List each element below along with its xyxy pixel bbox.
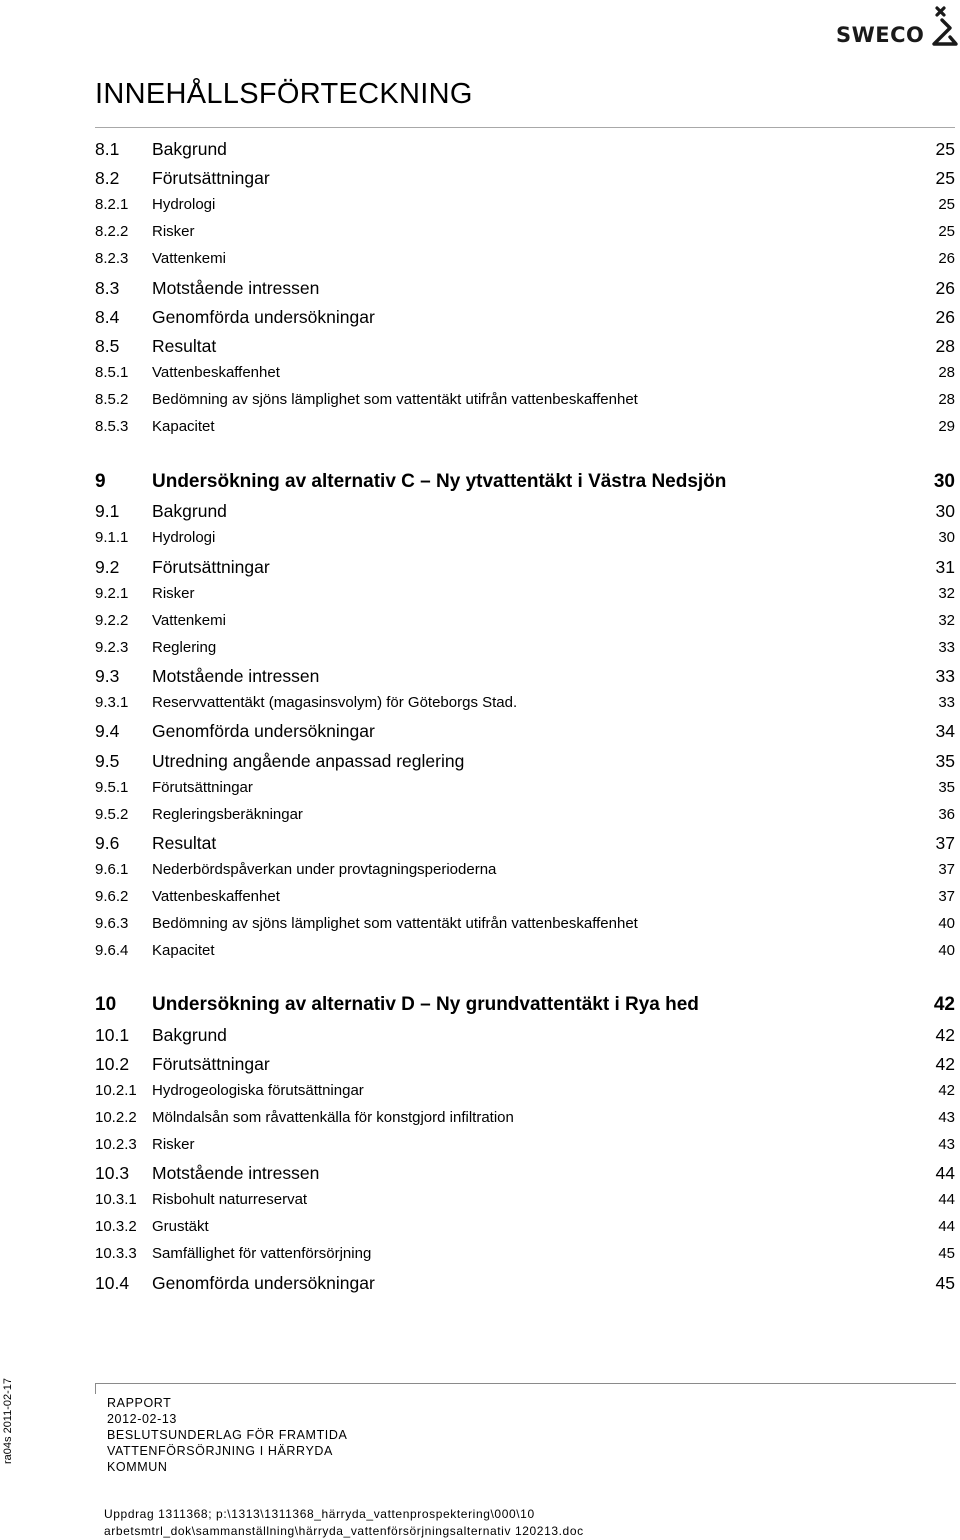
toc-entry-page: 37 <box>935 833 955 853</box>
footer-divider <box>95 1383 956 1394</box>
toc-entry-number: 10.4 <box>95 1273 130 1293</box>
toc-entry-number: 10.3 <box>95 1163 130 1183</box>
side-label: ra04s 2011-02-17 <box>2 1377 14 1464</box>
toc-entry-page: 25 <box>935 168 955 188</box>
toc-entry-title: Kapacitet <box>152 418 215 435</box>
toc-entry-title: Risker <box>152 223 195 240</box>
toc-entry-page: 37 <box>938 861 955 878</box>
toc-entry-number: 9.5.2 <box>95 806 129 823</box>
title-divider <box>95 127 955 128</box>
toc-entry-number: 10.3.2 <box>95 1218 137 1235</box>
toc-entry-number: 10.2.3 <box>95 1136 137 1153</box>
toc-entry-number: 9.3 <box>95 666 120 686</box>
toc-entry-title: Kapacitet <box>152 942 215 959</box>
toc-entry-page: 40 <box>938 942 955 959</box>
toc-entry-page: 26 <box>935 307 955 327</box>
toc-entry-number: 9.5 <box>95 751 120 771</box>
footer-report-type: RAPPORT <box>107 1396 172 1410</box>
toc-entry-number: 8.4 <box>95 307 120 327</box>
toc-entry-number: 8.2 <box>95 168 120 188</box>
toc-entry-title: Undersökning av alternativ D – Ny grundvattentäkt i Rya hed <box>152 994 699 1015</box>
toc-entry-title: Vattenbeskaffenhet <box>152 888 280 905</box>
toc-entry-page: 32 <box>938 612 955 629</box>
toc-entry-number: 8.5.1 <box>95 364 129 381</box>
toc-entry-title: Vattenkemi <box>152 250 226 267</box>
toc-entry-page: 42 <box>938 1082 955 1099</box>
toc-entry-title: Risbohult naturreservat <box>152 1191 308 1208</box>
toc-entry-number: 9.6.1 <box>95 861 129 878</box>
toc-entry-title: Mölndalsån som råvattenkälla för konstgjord infiltration <box>152 1109 514 1126</box>
toc-entry-page: 35 <box>935 751 955 771</box>
toc-entry-title: Motstående intressen <box>152 1163 320 1183</box>
toc-entry-page: 31 <box>935 557 955 577</box>
toc-entry-page: 44 <box>938 1218 955 1235</box>
toc-entry-title: Motstående intressen <box>152 666 320 686</box>
toc-entry-number: 10.3.3 <box>95 1245 137 1262</box>
toc-entry-page: 33 <box>938 694 955 711</box>
toc-entry-number: 10.3.1 <box>95 1191 137 1208</box>
toc-entry-title: Undersökning av alternativ C – Ny ytvattentäkt i Västra Nedsjön <box>152 471 727 492</box>
toc-entry-title: Resultat <box>152 833 217 853</box>
toc-entry-number: 9.6.3 <box>95 915 129 932</box>
toc-entry-title: Bakgrund <box>152 139 227 159</box>
toc-entry-page: 30 <box>935 501 955 521</box>
toc-entry-number: 10.1 <box>95 1025 130 1045</box>
toc-entry-title: Genomförda undersökningar <box>152 307 375 327</box>
toc-entry-page: 30 <box>938 529 955 546</box>
toc-entry-title: Nederbördspåverkan under provtagningsperioderna <box>152 861 497 878</box>
page-title: INNEHÅLLSFÖRTECKNING <box>95 78 473 110</box>
toc-entry-number: 9.5.1 <box>95 779 129 796</box>
toc-entry-title: Hydrologi <box>152 196 216 213</box>
toc-entry-page: 25 <box>938 196 955 213</box>
toc-entry-page: 26 <box>938 250 955 267</box>
toc-entry-page: 42 <box>935 1054 955 1074</box>
toc-entry-number: 9.1.1 <box>95 529 129 546</box>
toc-entry-page: 32 <box>938 585 955 602</box>
toc-entry-number: 10.2.1 <box>95 1082 137 1099</box>
toc-entry-page: 45 <box>938 1245 955 1262</box>
toc-entry-number: 8.2.1 <box>95 196 129 213</box>
toc-entry-page: 25 <box>935 139 955 159</box>
toc-entry-number: 10 <box>95 994 117 1015</box>
footer-date: 2012-02-13 <box>107 1412 177 1426</box>
toc-entry-title: Motstående intressen <box>152 278 320 298</box>
toc-entry-title: Bedömning av sjöns lämplighet som vattentäkt utifrån vattenbeskaffenhet <box>152 391 638 408</box>
toc-entry-number: 8.5.3 <box>95 418 129 435</box>
toc-entry-page: 42 <box>935 1025 955 1045</box>
toc-entry-number: 9.2.2 <box>95 612 129 629</box>
toc-entry-title: Förutsättningar <box>152 557 270 577</box>
toc-entry-number: 9.6.2 <box>95 888 129 905</box>
toc-entry-page: 44 <box>935 1163 955 1183</box>
toc-entry-page: 44 <box>938 1191 955 1208</box>
toc-entry-number: 8.1 <box>95 139 120 159</box>
toc-entry-page: 43 <box>938 1109 955 1126</box>
toc-entry-title: Resultat <box>152 336 217 356</box>
toc-entry-page: 26 <box>935 278 955 298</box>
toc-entry-number: 8.5.2 <box>95 391 129 408</box>
toc-entry-title: Bedömning av sjöns lämplighet som vattentäkt utifrån vattenbeskaffenhet <box>152 915 638 932</box>
toc-entry-title: Genomförda undersökningar <box>152 1273 375 1293</box>
toc-entry-number: 9.4 <box>95 721 120 741</box>
toc-entry-number: 9.2.3 <box>95 639 129 656</box>
footer-title-line-2: VATTENFÖRSÖRJNING I HÄRRYDA <box>107 1444 333 1458</box>
toc-entry-number: 9.2 <box>95 557 120 577</box>
toc-entry-number: 9 <box>95 471 106 492</box>
toc-entry-title: Förutsättningar <box>152 168 270 188</box>
toc-entry-title: Bakgrund <box>152 501 227 521</box>
sweco-logo <box>836 6 960 46</box>
toc-entry-title: Förutsättningar <box>152 779 253 796</box>
footer-title-line-3: KOMMUN <box>107 1460 168 1474</box>
toc-entry-number: 8.2.2 <box>95 223 129 240</box>
toc-entry-title: Risker <box>152 585 195 602</box>
toc-entry-title: Vattenkemi <box>152 612 226 629</box>
toc-entry-number: 9.3.1 <box>95 694 129 711</box>
toc-entry-number: 8.5 <box>95 336 120 356</box>
logo-text: SWECO <box>836 23 925 47</box>
footer-assignment: Uppdrag 1311368; p:\1313\1311368_härryda_vattenprospektering\000\10 <box>104 1507 535 1521</box>
toc-entry-number: 9.6 <box>95 833 120 853</box>
toc-entry-number: 10.2 <box>95 1054 130 1074</box>
toc-entry-number: 9.2.1 <box>95 585 129 602</box>
toc-entry-page: 45 <box>935 1273 955 1293</box>
toc-entry-title: Hydrogeologiska förutsättningar <box>152 1082 364 1099</box>
toc-entry-title: Reglering <box>152 639 217 656</box>
toc-entry-title: Genomförda undersökningar <box>152 721 375 741</box>
toc-entry-page: 36 <box>938 806 955 823</box>
footer-title-line-1: BESLUTSUNDERLAG FÖR FRAMTIDA <box>107 1428 348 1442</box>
toc-entry-page: 25 <box>938 223 955 240</box>
toc-entry-title: Hydrologi <box>152 529 216 546</box>
toc-entry-number: 8.3 <box>95 278 120 298</box>
toc-entry-page: 35 <box>938 779 955 796</box>
toc-entry-title: Risker <box>152 1136 195 1153</box>
toc-entry-title: Bakgrund <box>152 1025 227 1045</box>
toc-entry-number: 10.2.2 <box>95 1109 137 1126</box>
toc-entry-page: 37 <box>938 888 955 905</box>
toc-entry-page: 28 <box>938 364 955 381</box>
toc-entry-title: Förutsättningar <box>152 1054 270 1074</box>
toc-entry-page: 33 <box>938 639 955 656</box>
toc-entry-page: 33 <box>935 666 955 686</box>
toc-entry-page: 29 <box>938 418 955 435</box>
footer-file-path: arbetsmtrl_dok\sammanställning\härryda_vattenförsörjningsalternativ 120213.doc <box>104 1524 584 1538</box>
toc-entry-title: Vattenbeskaffenhet <box>152 364 280 381</box>
toc-entry-page: 42 <box>933 994 955 1015</box>
toc-entry-page: 43 <box>938 1136 955 1153</box>
toc-entry-number: 9.6.4 <box>95 942 129 959</box>
toc-entry-page: 28 <box>935 336 955 356</box>
toc-entry-number: 8.2.3 <box>95 250 129 267</box>
toc-entry-page: 30 <box>933 471 955 492</box>
toc-entry-title: Samfällighet för vattenförsörjning <box>152 1245 372 1262</box>
toc-entry-page: 28 <box>938 391 955 408</box>
toc-entry-title: Utredning angående anpassad reglering <box>152 751 465 771</box>
toc-entry-page: 40 <box>938 915 955 932</box>
toc-entry-page: 34 <box>935 721 955 741</box>
toc-entry-title: Grustäkt <box>152 1218 209 1235</box>
toc-entry-number: 9.1 <box>95 501 120 521</box>
toc-entry-title: Regleringsberäkningar <box>152 806 303 823</box>
sweco-mark-icon <box>928 6 958 46</box>
toc-entry-title: Reservvattentäkt (magasinsvolym) för Göteborgs Stad. <box>152 694 518 711</box>
